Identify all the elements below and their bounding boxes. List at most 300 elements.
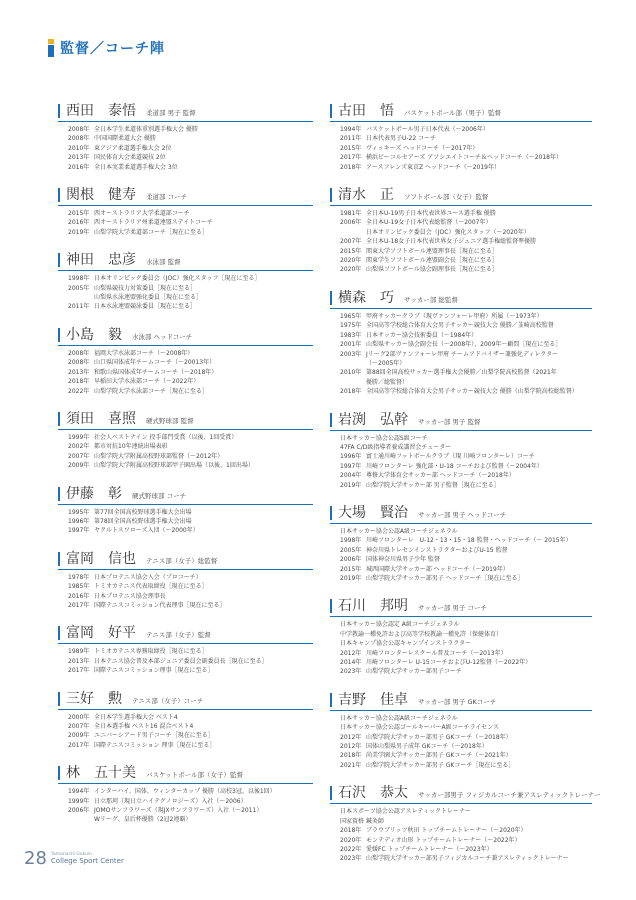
staff-role: サッカー部 男子 監督 — [418, 417, 481, 426]
career-year: 1994年 — [68, 788, 90, 796]
career-row — [68, 442, 313, 451]
career-year: 1997年 — [68, 527, 90, 535]
career-text: 山梨県サッカー協会副会長（～2008年）、2009年～顧問［現在に至る］ — [366, 341, 562, 349]
career-text: 山梨学院大学柔道部コーチ［現在に至る］ — [94, 228, 209, 236]
career-year: 2017年 — [68, 741, 90, 749]
career-year: 2015年 — [340, 247, 362, 255]
staff-entry — [330, 689, 592, 770]
career-text: 日本プロテニス協会理事長 — [94, 592, 166, 600]
career-year: 2022年 — [340, 845, 362, 853]
career-row — [340, 265, 592, 274]
career-text: 日本オリンピック委員会（JOC）強化スタッフ［現在に至る］ — [94, 275, 261, 283]
staff-role: サッカー部 男子 コーチ — [418, 604, 488, 613]
career-text: ユニバーシアード男子コーチ［現在に至る］ — [94, 732, 214, 740]
career-text: 西オーストラリア大学柔道部コーチ — [94, 210, 190, 218]
career-text: Jリーグ2部ヴァンフォーレ甲府 チームアドバイザー兼強化ディレクター — [366, 350, 559, 358]
staff-role: サッカー部 総監督 — [404, 295, 458, 304]
career-text: 第88回全国高校サッカー選手権大会優勝／山梨学院高校監督（2021年 — [366, 369, 557, 377]
career-text: アースフレンズ東京Z ヘッドコーチ（～2019年） — [366, 163, 500, 171]
career-row — [340, 331, 592, 340]
left-column — [58, 100, 313, 837]
career-text: 山梨学院大学サッカー部男子コーチ — [366, 668, 462, 676]
career-text: 神奈川県トレセンインストラクターおよびU-15 監督 — [366, 546, 508, 554]
career-text: トミオカテニス専務取締役［現在に至る］ — [94, 648, 208, 656]
staff-name: 清水 正 — [338, 187, 394, 204]
career-text: 東アジア柔道選手権大会 2位 — [94, 144, 172, 152]
career-year — [340, 228, 366, 237]
career-row — [68, 349, 313, 358]
career-row — [340, 209, 592, 218]
career-year: 2006年 — [340, 556, 362, 564]
career-row — [340, 565, 592, 574]
career-text: 川崎フロンターレスクール普及コーチ（～2013年） — [366, 649, 507, 657]
career-text: 全日本実業柔道選手権大会 3位 — [94, 163, 178, 171]
career-list — [340, 125, 592, 172]
career-year: 2008年 — [68, 135, 90, 143]
career-row — [68, 125, 313, 134]
career-text: 富士通川崎フットボールクラブ（現 川崎フロンターレ）コーチ — [366, 453, 535, 461]
career-text: 西オーストラリア州柔道連盟ステイトコーチ — [94, 219, 213, 227]
career-text: 日本水泳連盟競泳委員［現在に至る］ — [94, 303, 197, 311]
career-year: 2000年 — [68, 713, 90, 721]
career-row — [68, 731, 313, 740]
career-text: 和歌山県国体成年チームコーチ（～2018年） — [94, 368, 218, 376]
staff-role: 柔道部 コーチ — [146, 193, 188, 202]
career-list — [340, 527, 592, 583]
staff-name-row — [330, 409, 592, 431]
staff-name-row — [330, 100, 592, 122]
career-row — [340, 761, 592, 770]
career-text: 都市対抗10年連続出場表彰 — [94, 443, 168, 451]
staff-name: 小島 毅 — [66, 326, 122, 343]
career-text: 山梨学院大学サッカー部男子 ヘッドコーチ［現在に至る］ — [366, 575, 524, 582]
career-year: 2006年 — [340, 219, 362, 227]
career-text: 山梨学院大学サッカー部男子 GKコーチ（～2018年） — [366, 733, 512, 741]
career-text: Wリーグ、皇后杯優勝（2冠2連覇） — [94, 816, 192, 824]
career-year: 2019年 — [68, 228, 90, 236]
staff-entry — [58, 762, 313, 825]
career-text: 日本オリンピック委員会（JOC）強化スタッフ（～2020年） — [366, 228, 530, 236]
career-list — [68, 787, 313, 825]
staff-role: サッカー部 男子 GKコーチ — [418, 697, 497, 706]
career-year: 2008年 — [68, 359, 90, 367]
staff-role: 硬式野球部 コーチ — [132, 491, 187, 500]
career-text: 国体神奈川県男子少年 監督 — [366, 556, 440, 564]
staff-role: 柔道部 男子 監督 — [146, 109, 196, 117]
career-row — [340, 826, 592, 835]
career-year: 2020年 — [340, 836, 362, 844]
career-year — [68, 815, 94, 824]
qualification-line: 47FA C/D級指導者養成講習会チューター — [340, 443, 452, 451]
career-year: 2009年 — [68, 732, 90, 740]
page-title — [48, 38, 165, 58]
staff-entry — [330, 184, 592, 275]
staff-name-row — [330, 184, 592, 206]
career-year — [68, 293, 94, 302]
footer-center: College Sport Center — [50, 857, 124, 865]
career-row — [68, 722, 313, 731]
career-text: 全日本学生選手権大会 ベスト4 — [94, 713, 178, 721]
qualification-line: 中学教諭一種免許および高等学校教諭一種免許（保健体育） — [340, 630, 503, 638]
career-row — [68, 517, 313, 526]
staff-entry — [58, 548, 313, 611]
career-row — [340, 536, 592, 545]
staff-name-row — [58, 184, 313, 206]
career-row — [340, 452, 592, 461]
career-year: 2018年 — [68, 378, 90, 386]
career-text: 甲府サッカークラブ（現ヴァンフォーレ甲府）所属（～1973年） — [366, 312, 543, 320]
staff-name: 岩渕 弘幹 — [338, 411, 408, 428]
staff-name-row — [58, 408, 313, 430]
career-list — [340, 434, 592, 490]
career-row — [340, 359, 592, 368]
career-row — [340, 555, 592, 564]
career-list — [340, 620, 592, 676]
staff-role: サッカー部男子 フィジカルコーチ兼アスレティックトレーナー — [418, 791, 601, 800]
career-text: 優勝／総監督） — [366, 378, 409, 386]
staff-role: バスケットボール部（女子）監督 — [146, 771, 244, 780]
staff-name-row — [58, 249, 313, 271]
career-text: 尊修大学体育会サッカー部 ヘッドコーチ（～2018年） — [366, 472, 515, 480]
career-text: 早稲田大学水泳部コーチ（～2022年） — [94, 378, 200, 386]
career-text: 関東学生ソフトボール連盟副会長［現在に至る］ — [366, 257, 498, 265]
career-row — [68, 815, 313, 824]
staff-name-row — [58, 622, 313, 644]
staff-name-row — [330, 689, 592, 711]
career-year: 2019年 — [340, 481, 362, 489]
career-list — [68, 349, 313, 396]
career-row — [340, 340, 592, 349]
career-text: 横浜ビーコルセアーズ アソシエイトコーチ＆ヘッドコーチ（～2018年） — [366, 154, 562, 162]
page-title-text: 監督／コーチ陣 — [60, 41, 165, 57]
qualification-line: 日本サッカー協会公認A級コーチジェネラル — [340, 714, 458, 722]
career-year: 2011年 — [68, 303, 90, 311]
career-row — [340, 134, 592, 143]
career-row — [340, 144, 592, 153]
career-row — [68, 741, 313, 750]
staff-role: 水泳部 ヘッドコーチ — [132, 332, 193, 341]
career-year: 2010年 — [68, 144, 90, 152]
career-row — [340, 574, 592, 583]
qualification-line: 日本サッカー協会公認ゴールキーパーA級コーチライセンス — [340, 724, 500, 732]
career-year: 2018年 — [340, 752, 362, 760]
qualification-line: 国家資格 鍼灸師 — [340, 817, 384, 825]
career-text: 日本プロテニス協会入会（プロコーチ） — [94, 573, 202, 581]
career-row — [68, 666, 313, 675]
career-year: 2018年 — [340, 827, 362, 835]
staff-name-row — [330, 782, 601, 804]
career-row — [68, 452, 313, 461]
staff-name: 西田 泰悟 — [66, 103, 136, 119]
career-row — [340, 312, 592, 321]
career-year: 1981年 — [340, 210, 362, 218]
career-year: 2005年 — [68, 284, 90, 292]
career-year: 1975年 — [340, 322, 362, 330]
staff-name: 吉野 佳卓 — [338, 691, 408, 708]
staff-name: 石沢 恭太 — [338, 785, 408, 802]
qualification-line: 日本スポーツ協会公認アスレティックトレーナー — [340, 808, 472, 816]
career-text: （～2005年） — [366, 359, 406, 367]
career-list — [68, 433, 313, 471]
career-text: 国民体育大会柔道競技 2位 — [94, 154, 166, 162]
career-year: 2020年 — [340, 266, 362, 274]
career-row — [340, 836, 592, 845]
staff-entry — [58, 688, 313, 751]
career-row — [68, 806, 313, 815]
career-row — [340, 854, 592, 863]
career-text: 日本サッカー協会技術委員（～1984年） — [366, 331, 478, 339]
career-text: 国際テニスコミッション 理事［現在に至る］ — [94, 741, 216, 749]
staff-name-row — [58, 324, 313, 346]
career-row — [68, 163, 313, 172]
career-row — [340, 163, 592, 172]
staff-name-row — [58, 483, 313, 505]
career-year: 2018年 — [340, 388, 362, 396]
career-text: 日本テニス協会普及本部ジュニア委員会副委員長［現在に至る］ — [94, 657, 268, 665]
career-row — [68, 302, 313, 311]
career-year: 1995年 — [68, 508, 90, 516]
career-row — [68, 228, 313, 237]
career-list — [68, 209, 313, 237]
staff-role: テニス部（女子）監督 — [146, 631, 211, 640]
staff-entry — [330, 595, 592, 676]
career-text: 福岡大学水泳部コーチ（～2008年） — [94, 349, 194, 357]
staff-name: 三好 勲 — [66, 690, 122, 707]
career-year: 2011年 — [340, 135, 362, 143]
career-text: バスケットボール男子日本代表（～2006年） — [366, 126, 489, 133]
career-year: 1999年 — [68, 797, 90, 805]
career-year: 2021年 — [340, 761, 362, 769]
career-row — [340, 256, 592, 265]
career-text: ヤクルトスワローズ入団（～2000年） — [94, 527, 199, 535]
career-row — [68, 144, 313, 153]
career-text: 社会人ベストナイン 投手部門受賞（以後、1回受賞） — [94, 433, 238, 441]
career-row — [68, 526, 313, 535]
career-year: 2015年 — [68, 210, 90, 218]
career-row — [340, 237, 592, 246]
career-year: 2012年 — [340, 733, 362, 741]
career-year: 1998年 — [340, 537, 362, 545]
career-text: 山梨県ソフトボール協会副理事長［現在に至る］ — [366, 266, 498, 274]
career-row — [68, 601, 313, 610]
career-text: 山梨県水泳連盟強化委員［現在に至る］ — [94, 294, 203, 302]
career-row — [68, 293, 313, 302]
career-text: 国体山梨県男子成年 GKコーチ（～2018年） — [366, 743, 488, 751]
career-row — [340, 218, 592, 227]
career-row — [340, 546, 592, 555]
staff-entry — [330, 782, 601, 863]
career-year: 2017年 — [68, 601, 90, 609]
staff-entry — [58, 184, 313, 237]
career-year: 2007年 — [68, 452, 90, 460]
career-year: 1999年 — [68, 433, 90, 441]
career-row — [340, 387, 592, 396]
career-year: 2009年 — [68, 462, 90, 470]
career-year: 1978年 — [68, 573, 90, 581]
career-year: 2017年 — [68, 667, 90, 675]
career-row — [340, 378, 592, 387]
career-row — [340, 751, 592, 760]
career-row — [68, 387, 313, 396]
career-row — [340, 247, 592, 256]
career-row — [68, 787, 313, 796]
career-row — [68, 592, 313, 601]
career-text: 山口県国体成年チームコーチ（～20013年） — [94, 359, 216, 367]
career-text: 山梨学院大学サッカー部 男子監督［現在に至る］ — [366, 481, 500, 489]
career-year: 2019年 — [340, 575, 362, 582]
career-text: 川崎フロンターレ 強化部・U-18 コーチおよび監督（～2004年） — [366, 462, 543, 470]
career-year: 1989年 — [68, 648, 90, 656]
career-list — [68, 647, 313, 675]
staff-entry — [58, 483, 313, 536]
career-text: 尚美学園大学サッカー部男子 GKコーチ（～2021年） — [366, 752, 512, 760]
career-text: 日立那珂（現日立ハイテクノロジーズ）入社（～2006） — [94, 797, 247, 805]
career-row — [68, 153, 313, 162]
career-row — [68, 218, 313, 227]
career-year: 2023年 — [340, 668, 362, 676]
staff-entry — [330, 409, 592, 490]
career-list — [340, 209, 592, 275]
career-row — [68, 657, 313, 666]
career-text: 日本代表男子U-22 コーチ — [366, 135, 437, 143]
staff-name: 大場 賢治 — [338, 504, 408, 521]
right-column — [330, 100, 601, 876]
career-text: 全日本U-19女子日本代表総監督（～2007年） — [366, 219, 492, 227]
staff-name-row — [58, 762, 313, 784]
career-row — [340, 649, 592, 658]
staff-name: 伊藤 彰 — [66, 485, 122, 502]
career-row — [68, 274, 313, 283]
career-text: 全国高等学校総合体育大会男子サッカー競技大会 優勝（山梨学院高校総監督） — [366, 388, 578, 396]
staff-name: 石川 邦明 — [338, 598, 408, 615]
career-row — [340, 228, 592, 237]
career-row — [68, 368, 313, 377]
career-text: ブラウブリッツ秋田 トップチームトレーナー（～2020年） — [366, 827, 527, 835]
career-text: 城西国際大学サッカー部 ヘッドコーチ（～2019年） — [366, 565, 509, 573]
career-year: 2012年 — [340, 743, 362, 751]
career-year: 1985年 — [68, 583, 90, 591]
career-year: 1998年 — [68, 275, 90, 283]
career-text: 川崎フロンターレ U-15コーチおよびU-12監督（～2022年） — [366, 659, 532, 667]
career-text: 山梨学院大学サッカー部男子 GKコーチ［現在に至る］ — [366, 761, 515, 769]
career-list — [68, 274, 313, 312]
career-row — [68, 461, 313, 470]
staff-name: 富岡 信也 — [66, 550, 136, 567]
career-year: 2001年 — [340, 341, 362, 349]
staff-entry — [330, 287, 592, 397]
career-list — [340, 807, 592, 863]
career-text: トミオカテニス代表取締役［現在に至る］ — [94, 583, 208, 591]
career-year: 1994年 — [340, 126, 362, 133]
staff-name: 関根 健寿 — [66, 187, 136, 204]
staff-name: 古田 悟 — [338, 103, 394, 119]
career-list — [68, 713, 313, 751]
footer-university: Yamanashi Gakuin — [50, 852, 93, 857]
career-row — [68, 433, 313, 442]
staff-name: 横森 巧 — [338, 289, 394, 306]
career-text: 全日本学生柔道体重別選手権大会 優勝 — [94, 126, 198, 133]
career-year: 2016年 — [68, 219, 90, 227]
career-text: 第78回全国高校野球選手権大会出場 — [94, 517, 192, 525]
career-row — [68, 713, 313, 722]
career-year — [340, 378, 366, 387]
career-year: 2018年 — [340, 163, 362, 171]
career-row — [340, 481, 592, 490]
career-text: モンテディオ山形 トップチームトレーナー（～2022年） — [366, 836, 521, 844]
staff-entry — [58, 622, 313, 675]
staff-entry — [58, 249, 313, 312]
career-row — [340, 125, 592, 134]
career-row — [340, 742, 592, 751]
page-number: 28 — [24, 848, 47, 869]
career-year: 2004年 — [340, 472, 362, 480]
title-accent-icon — [48, 39, 54, 57]
career-text: 第77回全国高校野球選手権大会出場 — [94, 508, 192, 516]
career-row — [68, 358, 313, 367]
career-year: 2014年 — [340, 659, 362, 667]
career-year: 1983年 — [340, 331, 362, 339]
career-year: 2015年 — [340, 565, 362, 573]
career-text: 国際テニスコミッション理事［現在に至る］ — [94, 667, 214, 675]
staff-name: 林 五十美 — [66, 765, 136, 782]
career-year: 2007年 — [340, 238, 362, 246]
career-year: 2016年 — [68, 592, 90, 600]
career-list — [68, 573, 313, 611]
career-year: 2015年 — [340, 144, 362, 152]
career-list — [340, 312, 592, 397]
career-text: 全日本U-19男子日本代表世界ユース選手権 優勝 — [366, 210, 496, 218]
staff-entry — [330, 502, 592, 583]
career-year: 2007年 — [68, 723, 90, 730]
career-row — [340, 321, 592, 330]
career-row — [68, 508, 313, 517]
staff-name-row — [330, 595, 592, 617]
staff-name-row — [58, 100, 313, 122]
staff-role: 硬式野球部 監督 — [146, 416, 194, 425]
career-year: 1996年 — [68, 517, 90, 525]
career-text: 山梨学院大学サッカー部男子フィジカルコーチ兼アスレティックトレーナー — [366, 855, 569, 863]
staff-role: ソフトボール部（女子）監督 — [404, 193, 489, 202]
career-year: 2005年 — [340, 546, 362, 554]
career-year: 2003年 — [340, 350, 362, 358]
career-year: 2017年 — [340, 154, 362, 162]
staff-role: テニス部（女子）コーチ — [132, 696, 204, 705]
career-text: 川崎フロンターレ U-12・13・15・18 監督・ヘッドコーチ（～ 2015年） — [366, 537, 572, 545]
career-year: 2002年 — [68, 443, 90, 451]
career-row — [68, 377, 313, 386]
staff-entry — [58, 408, 313, 471]
staff-name: 神田 忠彦 — [66, 252, 136, 269]
staff-name: 須田 喜照 — [66, 410, 136, 427]
career-row — [340, 667, 592, 676]
career-text: 愛媛FC トップチームトレーナー（～2023年） — [366, 845, 493, 853]
staff-role: バスケットボール部（男子）監督 — [404, 109, 502, 117]
career-year: 2012年 — [340, 649, 362, 657]
career-row — [340, 462, 592, 471]
career-year: 2023年 — [340, 855, 362, 863]
staff-name-row — [330, 502, 592, 524]
career-text: JOMOサンフラワーズ（現JXサンフラワーズ）入社（～2011） — [94, 807, 263, 815]
staff-entry — [58, 324, 313, 396]
career-row — [68, 647, 313, 656]
staff-name-row — [58, 548, 313, 570]
career-row — [68, 284, 313, 293]
career-text: 中国国際柔道大会 優勝 — [94, 135, 156, 143]
staff-name-row — [330, 287, 592, 309]
career-year: 2013年 — [68, 368, 90, 376]
staff-name: 富岡 好平 — [66, 625, 136, 642]
qualification-line: 日本サッカー協会公認S級コーチ — [340, 434, 428, 442]
